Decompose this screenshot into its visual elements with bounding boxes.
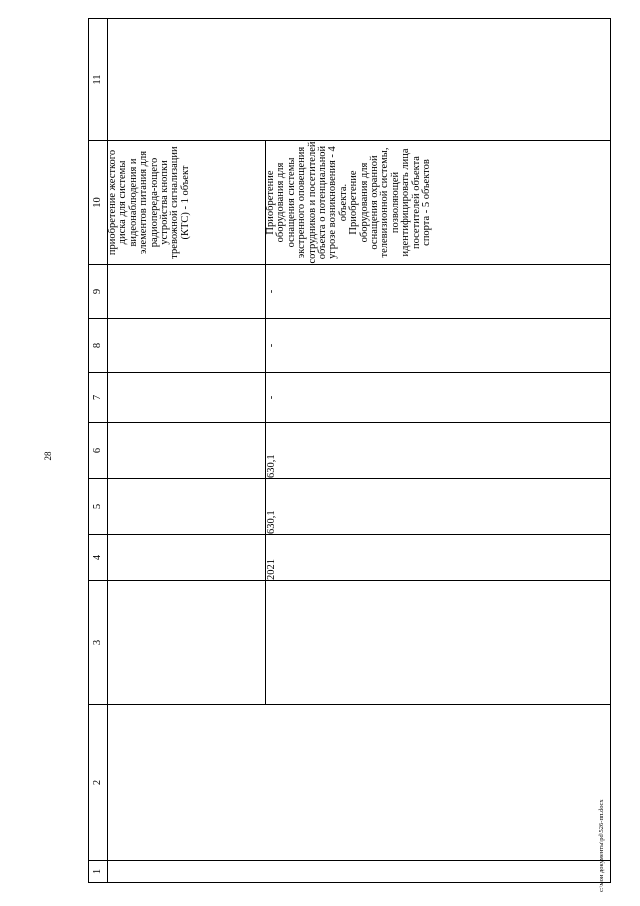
cell-col-10-description — [108, 141, 266, 265]
cell-col-6-value: 630,1 — [266, 423, 611, 479]
cell-col-5-value: 630,1 — [266, 479, 611, 535]
rotated-table-container — [88, 19, 611, 883]
cell-col-7-value: - — [266, 373, 611, 423]
header-col-1: 1 — [89, 861, 108, 883]
header-row — [89, 19, 108, 883]
row2-description-part2: Приобретение оборудования для оснащения охранной телевизионной системы, позволяющей идентифицировать лица посетителей объекта спорта - 5 объектов — [348, 147, 433, 258]
cell-col-10-description-row2 — [266, 141, 611, 265]
data-table — [88, 18, 611, 883]
cell-col-1 — [108, 861, 611, 883]
cell-col-11 — [108, 19, 611, 141]
header-col-5: 5 — [89, 479, 108, 535]
footer-file-path: c:\мои документы\pd\526-пп.docx — [598, 799, 605, 892]
header-col-7: 7 — [89, 373, 108, 423]
header-col-10: 10 — [89, 141, 108, 265]
header-col-4: 4 — [89, 535, 108, 581]
header-col-8: 8 — [89, 319, 108, 373]
cell-year: 2021 — [266, 535, 611, 581]
header-col-3: 3 — [89, 581, 108, 705]
page-number: 28 — [43, 451, 53, 461]
header-col-6: 6 — [89, 423, 108, 479]
header-col-2: 2 — [89, 705, 108, 861]
header-col-11: 11 — [89, 19, 108, 141]
cell-col-8-value: - — [266, 319, 611, 373]
cell-col-9 — [108, 265, 266, 319]
cell-col-9-value: - — [266, 265, 611, 319]
cell-col-5 — [108, 479, 266, 535]
cell-col-8 — [108, 319, 266, 373]
table-row — [108, 19, 266, 883]
row1-description-text: приобретение жесткого диска для системы видеонаблюдения и элементов питания для радиопереда-ющего устройства кнопки тревожной сигнализации (КТС) - 1 объект — [107, 146, 191, 259]
cell-col-3-row2 — [266, 581, 611, 705]
cell-col-7 — [108, 373, 266, 423]
cell-col-6 — [108, 423, 266, 479]
cell-col-4 — [108, 535, 266, 581]
row2-description-part1: Приобретение оборудования для оснащения системы экстренного оповещения сотрудников и посетителей объекта о потенциальной угрозе возникновения - 4 объекта. — [265, 141, 349, 264]
cell-col-3 — [108, 581, 266, 705]
cell-col-2 — [108, 705, 611, 861]
header-col-9: 9 — [89, 265, 108, 319]
